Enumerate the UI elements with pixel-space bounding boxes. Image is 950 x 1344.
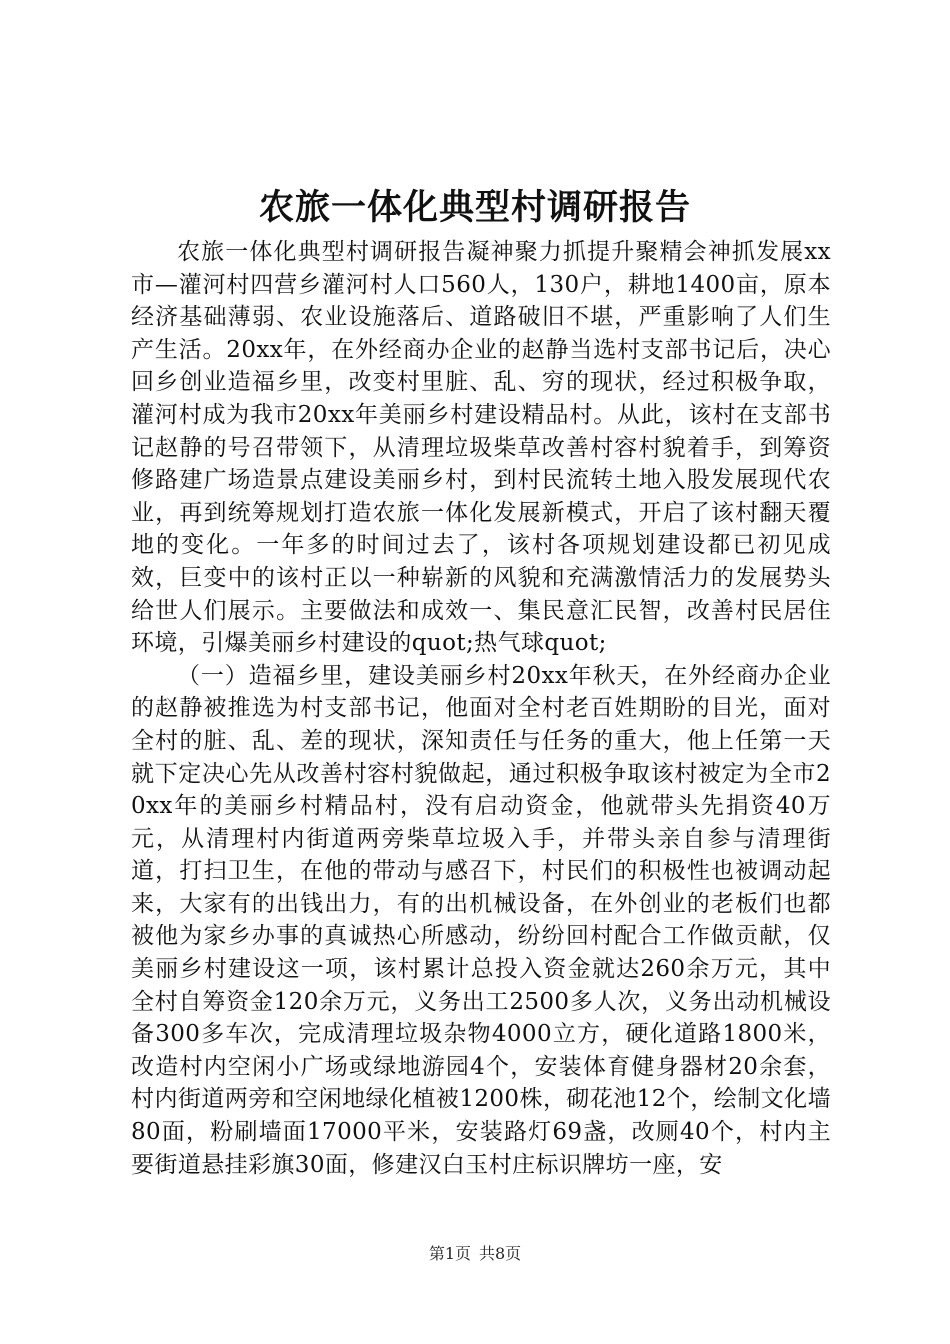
document-title: 农旅一体化典型村调研报告: [258, 187, 691, 228]
page-number: 第1页: [428, 1244, 471, 1263]
body-paragraph-2: （一）造福乡里，建设美丽乡村20xx年秋天，在外经商办企业的赵静被推选为村支部书记，他面对全村老百姓期盼的目光，面对全村的脏、乱、差的现状，深知责任与任务的重大，他上任第一天就下定决心先从改善村容村貌做起，通过积极争取该村被定为全市20xx年的美丽乡村精品村，没有启动资金，他就带头先捐资40万元，从清理村内街道两旁柴草垃圾入手，并带头亲自参与清理街道，打扫卫生，在他的带动与感召下，村民们的积极性也被调动起来，大家有的出钱出力，有的出机械设备，在外创业的老板们也都被他为家乡办事的真诚热心所感动，纷纷回村配合工作做贡献，仅美丽乡村建设这一项，该村累计总投入资金就达260余万元，其中全村自筹资金120余万元，义务出工2500多人次，义务出动机械设备300多车次，完成清理垃圾杂物4000立方，硬化道路1800米，改造村内空闲小广场或绿地游园4个，安装体育健身器材20余套，村内街道两旁和空闲地绿化植被1200株，砌花池12个，绘制文化墙80面，粉刷墙面17000平米，安装路灯69盏，改厕40个，村内主要街道悬挂彩旗30面，修建汉白玉村庄标识牌坊一座，安: [131, 662, 831, 1178]
document-body: [131, 236, 831, 1181]
page-footer: [0, 1243, 950, 1265]
page-total: 共8页: [479, 1244, 522, 1263]
body-paragraph-1: 农旅一体化典型村调研报告凝神聚力抓提升聚精会神抓发展xx市—灌河村四营乡灌河村人口560人，130户，耕地1400亩，原本经济基础薄弱、农业设施落后、道路破旧不堪，严重影响了人们生产生活。20xx年，在外经商办企业的赵静当选村支部书记后，决心回乡创业造福乡里，改变村里脏、乱、穷的现状，经过积极争取，灌河村成为我市20xx年美丽乡村建设精品村。从此，该村在支部书记赵静的号召带领下，从清理垃圾柴草改善村容村貌着手，到筹资修路建广场造景点建设美丽乡村，到村民流转土地入股发展现代农业，再到统筹规划打造农旅一体化发展新模式，开启了该村翻天覆地的变化。一年多的时间过去了，该村各项规划建设都已初见成效，巨变中的该村正以一种崭新的风貌和充满激情活力的发展势头给世人们展示。主要做法和成效一、集民意汇民智，改善村民居住环境，引爆美丽乡村建设的quot;热气球quot;: [131, 239, 831, 657]
